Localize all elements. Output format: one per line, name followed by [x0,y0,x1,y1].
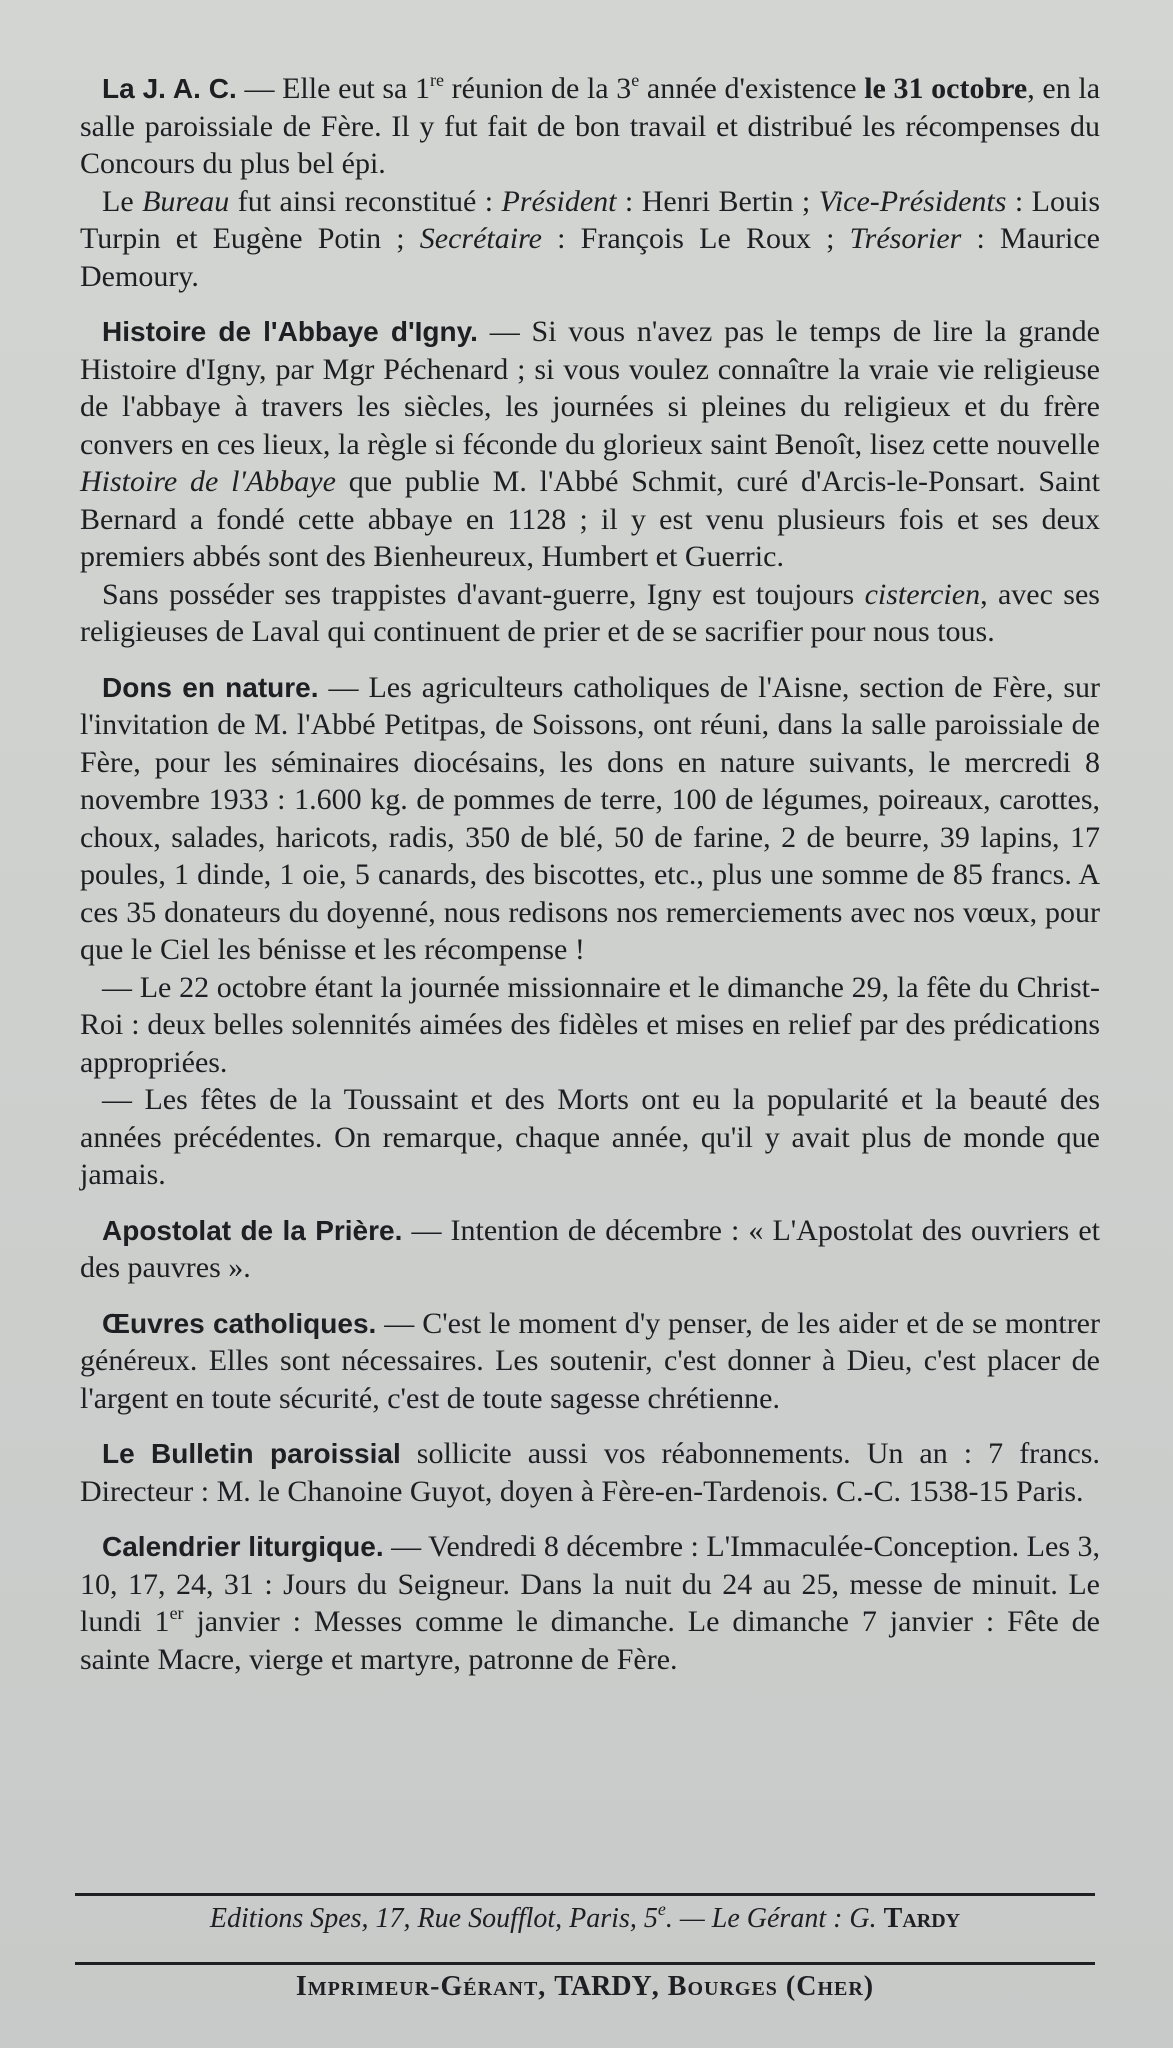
gerant-label: Le Gérant : G. [711,1903,884,1934]
jac-text-4: , en la salle paroissiale de Fère. Il y fut fait de bon travail et distribué les récompenses du Concours du plus bel épi. [80,72,1101,180]
publisher-line [75,1899,1095,1936]
secretary-name: : François Le Roux ; [541,222,850,255]
apostolat-text: — Intention de décembre : « L'Apostolat des ouvriers et des pauvres ». [80,1213,1101,1284]
jac-paragraph [80,70,1100,183]
igny-text-2: que publie M. l'Abbé Schmit, curé d'Arcis-le-Ponsart. Saint Bernard a fondé cette abbaye en 1128 ; il y est venu plusieurs fois et ses deux premiers abbés sont des Bienheureux, Humbert et Guerric. [80,465,1101,573]
igny-heading: Histoire de l'Abbaye d'Igny. [102,316,478,347]
oeuvres-heading: Œuvres catholiques. [102,1307,377,1339]
footer-rule-top [75,1893,1095,1896]
publisher-sup: e [657,1899,666,1919]
article-column [80,70,1100,1678]
bureau-label: Bureau [142,184,230,218]
bulletin-heading: Le Bulletin paroissial [102,1438,401,1469]
jac-sup-1: re [430,70,445,90]
dons-paragraph [80,669,1100,969]
jac-heading: La J. A. C. [102,73,237,104]
calendrier-sup: er [169,1603,184,1623]
jac-text-3: année d'existence [639,72,857,105]
jac-text-2: réunion de la 3 [444,72,632,105]
jac-bureau-paragraph [80,183,1100,296]
calendrier-text-2: janvier : Messes comme le dimanche. Le dimanche 7 janvier : Fête de sainte Macre, vierge et martyre, patronne de Fère. [80,1605,1100,1676]
bureau-text-1: Le [102,184,143,218]
treasurer-name: : Maurice Demoury. [80,222,1100,293]
president-label: Président [501,184,617,218]
imprint-text-2: , Bourges (Cher) [651,1971,875,2002]
vice-president-names: : Louis Turpin et Eugène Potin ; [80,184,1101,255]
igny-text-1: — Si vous n'avez pas le temps de lire la grande Histoire d'Igny, par Mgr Péchenard ; si vous voulez connaître la vraie vie religieuse de l'abbaye à travers les siècles, les journées si pleines du religieux et du frère convers en ces lieux, la règle si féconde du glorieux saint Benoît, lisez cette nouvelle [80,315,1100,461]
igny-cistercien: cistercien [864,577,981,611]
vice-president-label: Vice-Présidents [818,184,1007,218]
calendrier-paragraph [80,1528,1100,1678]
toussaint-paragraph: — Les fêtes de la Toussaint et des Morts ont eu la popularité et la beauté des années précédentes. On remarque, chaque année, qu'il y avait plus de monde que jamais. [80,1083,1100,1191]
imprint-text-1: Imprimeur-Gérant, [295,1971,555,2002]
bulletin-text: sollicite aussi vos réabonnements. Un an : 7 francs. Directeur : M. le Chanoine Guyot, doyen à Fère-en-Tardenois. C.-C. 1538-15 Paris. [80,1437,1100,1508]
calendrier-text-1: — Vendredi 8 décembre : L'Immaculée-Conception. Les 3, 10, 17, 24, 31 : Jours du Seigneur. Dans la nuit du 24 au 25, messe de minuit. Le lundi 1 [80,1530,1101,1638]
apostolat-heading: Apostolat de la Prière. [102,1214,403,1246]
oeuvres-paragraph [80,1305,1100,1418]
gerant-name: Tardy [883,1903,961,1934]
dons-text: — Les agriculteurs catholiques de l'Aisne, section de Fère, sur l'invitation de M. l'Abbé Petitpas, de Soissons, ont réuni, dans la salle paroissiale de Fère, pour les séminaires diocésains, les dons en nature suivants, le mercredi 8 novembre 1933 : 1.600 kg. de pommes de terre, 100 de légumes, poireaux, carottes, choux, salades, haricots, radis, 350 de blé, 50 de farine, 2 de beurre, 39 lapins, 17 poules, 1 dinde, 1 oie, 5 canards, des biscottes, etc., plus une somme de 85 francs. A ces 35 donateurs du doyenné, nous redisons nos remerciements avec nos vœux, pour que le Ciel les bénisse et les récompense ! [80,670,1100,966]
igny-text-4: , avec ses religieuses de Laval qui continuent de prier et de se sacrifier pour nous tous. [80,577,1100,648]
igny-paragraph-2 [80,576,1100,651]
jac-date: le 31 octobre [864,72,1028,105]
bureau-text-2: fut ainsi reconstitué : [229,184,502,218]
publisher-text: Editions Spes, 17, Rue Soufflot, Paris, 5 [209,1903,658,1934]
missionnaire-paragraph: — Le 22 octobre étant la journée missionnaire et le dimanche 29, la fête du Christ-Roi : deux belles solennités aimées des fidèles et mises en relief par des prédications appropriées. [80,970,1100,1079]
calendrier-heading: Calendrier liturgique. [102,1531,384,1562]
imprint-name: TARDY [554,1971,652,2002]
footer-rule-bottom [75,1962,1095,1965]
igny-text-3: Sans posséder ses trappistes d'avant-guerre, Igny est toujours [102,577,865,611]
dons-heading: Dons en nature. [102,671,319,703]
publisher-separator: . — [665,1903,712,1934]
imprint-line [75,1970,1095,2004]
treasurer-label: Trésorier [849,222,962,255]
secretary-label: Secrétaire [419,222,542,255]
igny-book-title: Histoire de l'Abbaye [80,465,336,498]
jac-text-1: — Elle eut sa 1 [236,72,431,105]
president-name: : Henri Bertin ; [616,184,811,218]
oeuvres-text: — C'est le moment d'y penser, de les aider et de se montrer généreux. Elles sont nécessaires. Les soutenir, c'est donner à Dieu, c'est placer de l'argent en toute sécurité, c'est de toute sagesse chrétienne. [80,1306,1100,1415]
bulletin-paragraph [80,1435,1100,1510]
igny-paragraph [80,313,1100,576]
jac-sup-2: e [631,70,640,90]
apostolat-paragraph [80,1212,1100,1287]
